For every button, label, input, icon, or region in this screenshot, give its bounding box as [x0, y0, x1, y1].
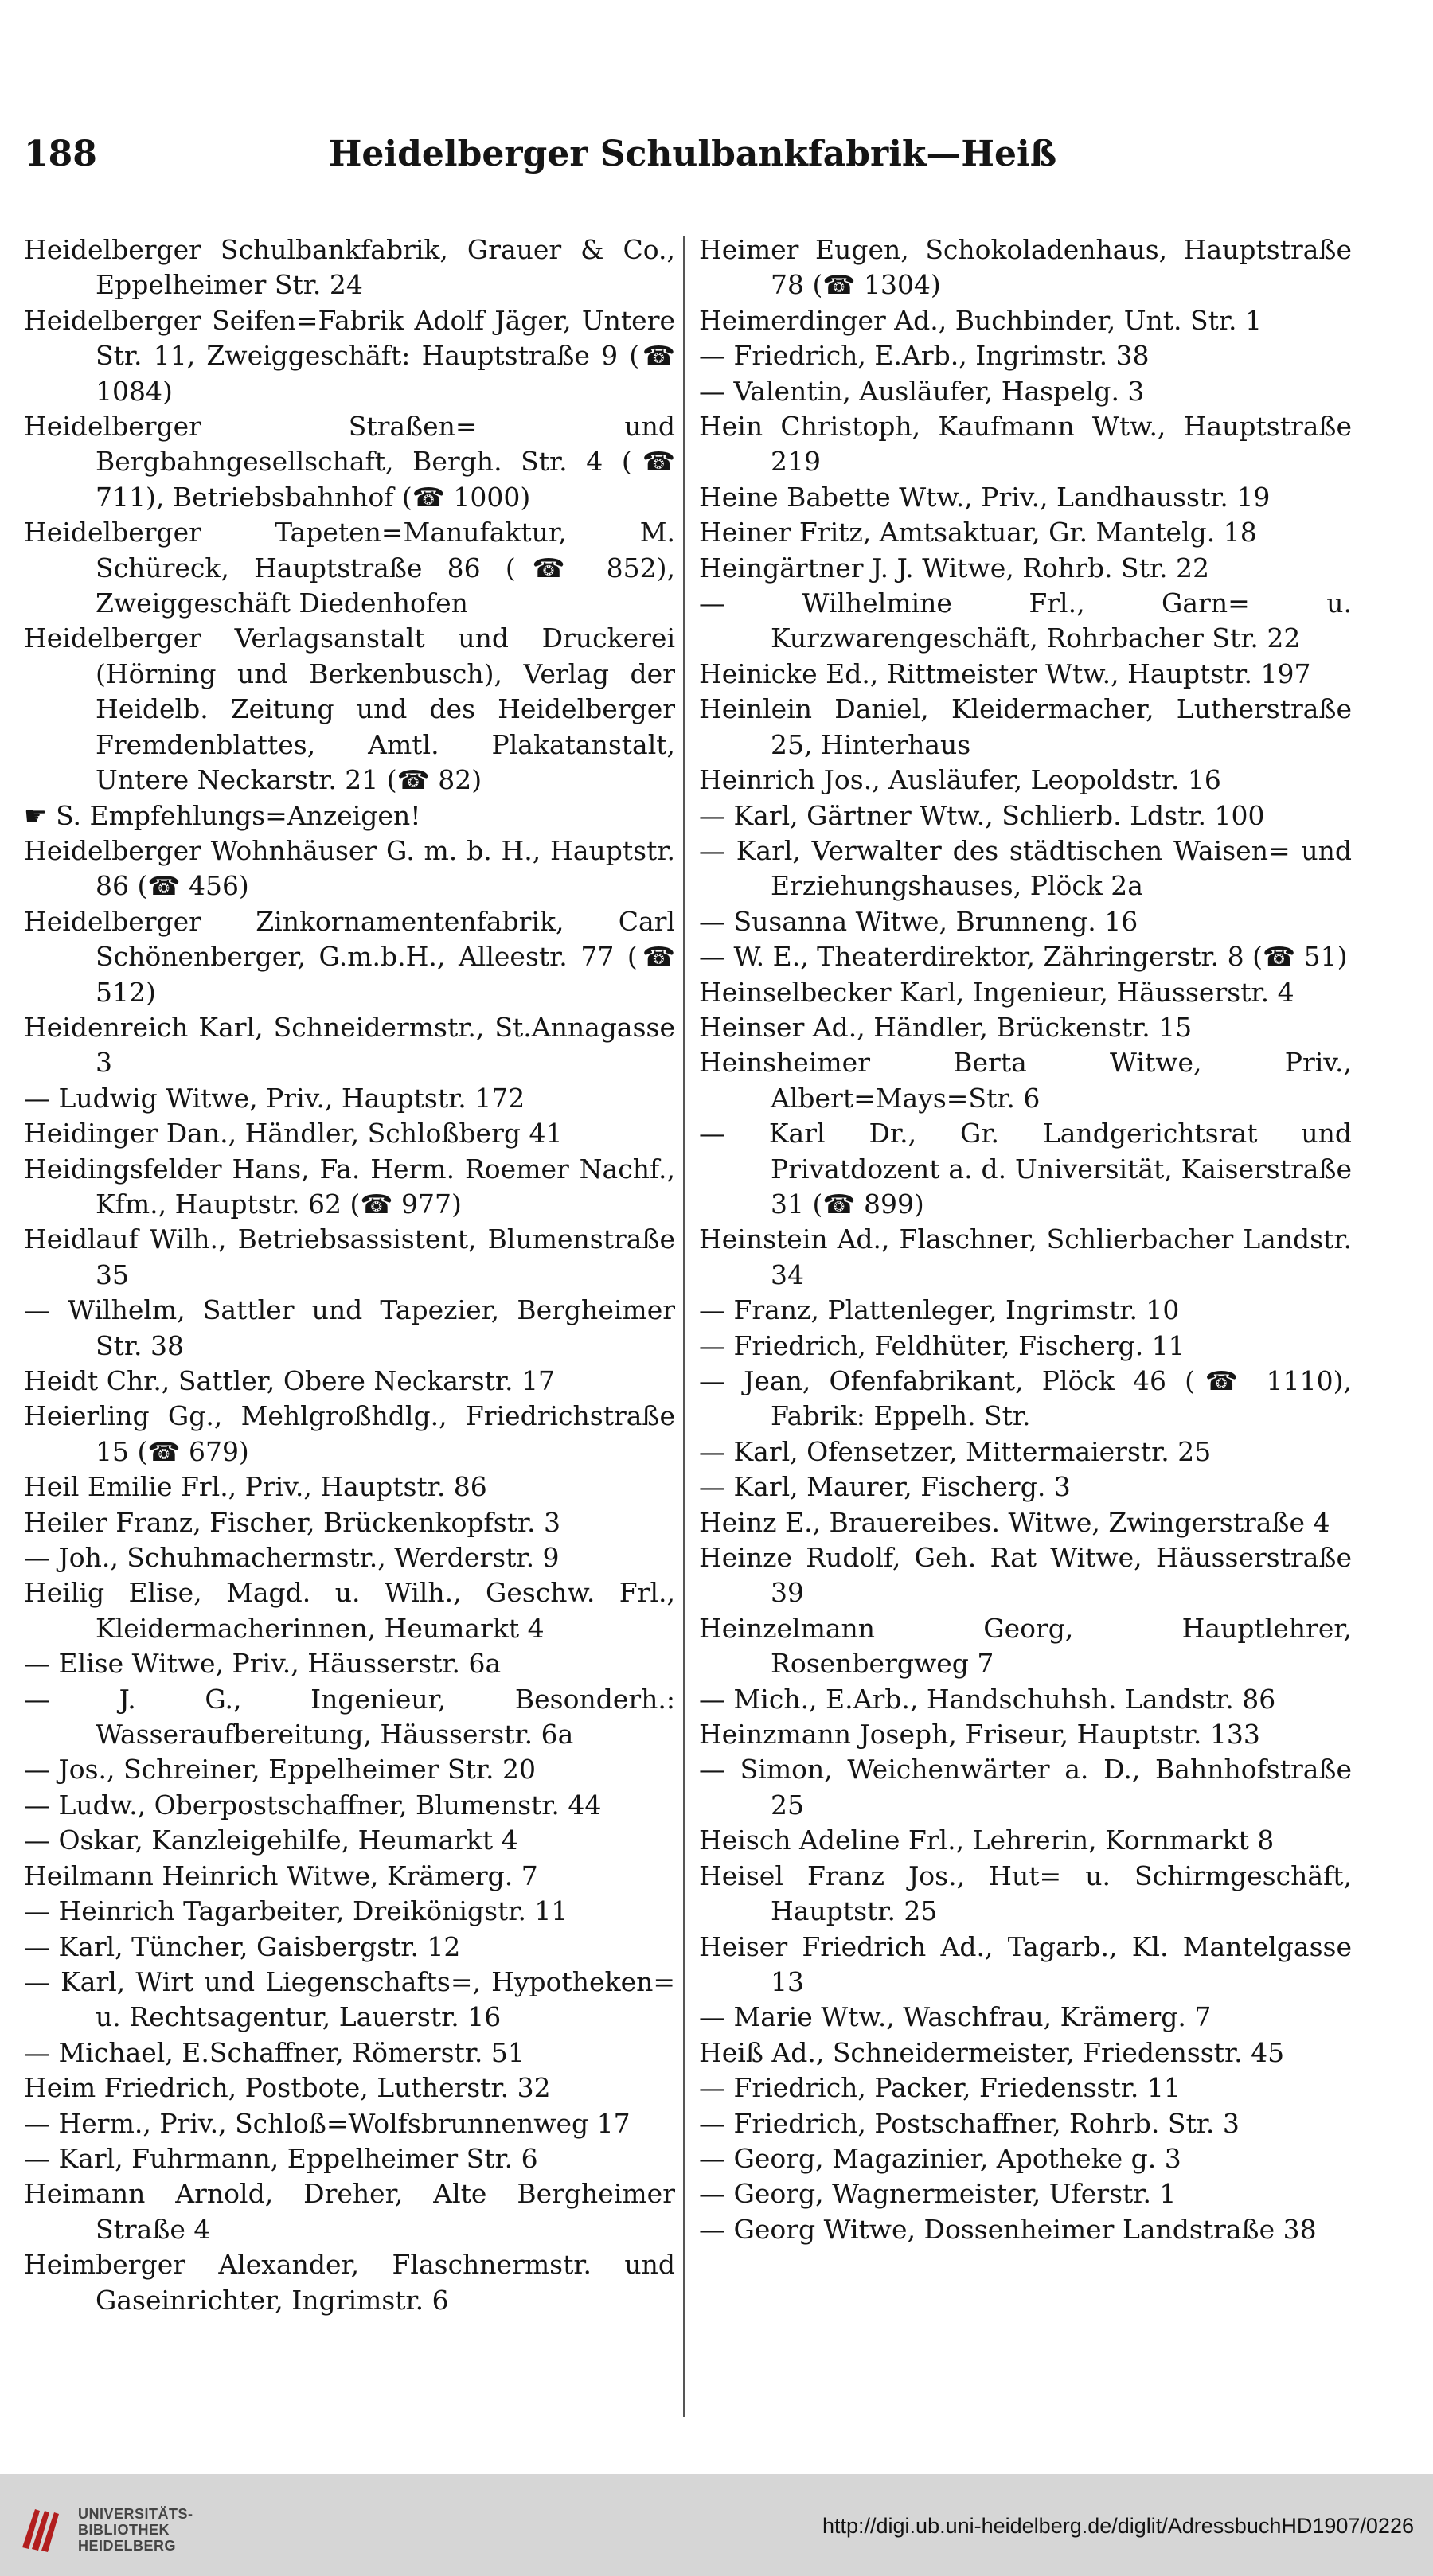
footer-logo-line: UNIVERSITÄTS-	[78, 2506, 193, 2522]
directory-entry: — W. E., Theaterdirektor, Zähringerstr. 8 (☎ 51)	[699, 941, 1348, 973]
directory-entry: — Friedrich, Packer, Friedensstr. 11	[699, 2072, 1181, 2104]
directory-entry: Heiner Fritz, Amtsaktuar, Gr. Mantelg. 18	[699, 517, 1257, 548]
directory-entry: ☛ S. Empfehlungs=Anzeigen!	[24, 799, 421, 831]
directory-entry: Heilmann Heinrich Witwe, Krämerg. 7	[24, 1860, 538, 1891]
directory-entry: Heidt Chr., Sattler, Obere Neckarstr. 17	[24, 1365, 556, 1396]
directory-entry: Hein Christoph, Kaufmann Wtw., Hauptstraße 219	[699, 411, 1352, 478]
directory-entry: Heimerdinger Ad., Buchbinder, Unt. Str. 1	[699, 304, 1262, 336]
directory-entry: — Wilhelm, Sattler und Tapezier, Bergheimer Str. 38	[24, 1294, 675, 1361]
directory-entry: Heinrich Jos., Ausläufer, Leopoldstr. 16	[699, 764, 1221, 796]
directory-entry: Heidenreich Karl, Schneidermstr., St.Annagasse 3	[24, 1011, 675, 1079]
directory-entry: Heimann Arnold, Dreher, Alte Bergheimer Straße 4	[24, 2178, 675, 2245]
left-column	[24, 232, 675, 2318]
footer-url-link[interactable]: http://digi.ub.uni-heidelberg.de/diglit/AdressbuchHD1907/0226	[822, 2514, 1414, 2538]
right-column	[699, 232, 1352, 2247]
directory-entry: — Jean, Ofenfabrikant, Plöck 46 (☎ 1110), Fabrik: Eppelh. Str.	[699, 1365, 1352, 1432]
footer-bar	[0, 2474, 1433, 2576]
directory-entry: — Karl, Gärtner Wtw., Schlierb. Ldstr. 100	[699, 799, 1265, 831]
directory-entry: — Michael, E.Schaffner, Römerstr. 51	[24, 2036, 525, 2068]
directory-entry: Heierling Gg., Mehlgroßhdlg., Friedrichstraße 15 (☎ 679)	[24, 1400, 675, 1467]
directory-entry: Heisch Adeline Frl., Lehrerin, Kornmarkt 8	[699, 1825, 1275, 1856]
directory-entry: Heimer Eugen, Schokoladenhaus, Hauptstraße 78 (☎ 1304)	[699, 234, 1352, 301]
directory-entry: — Friedrich, Feldhüter, Fischerg. 11	[699, 1329, 1185, 1361]
directory-entry: Heidelberger Zinkornamentenfabrik, Carl Schönenberger, G.m.b.H., Alleestr. 77 (☎ 512)	[24, 905, 675, 1008]
directory-entry: — Karl, Ofensetzer, Mittermaierstr. 25	[699, 1435, 1212, 1467]
directory-entry: Heidingsfelder Hans, Fa. Herm. Roemer Nachf., Kfm., Hauptstr. 62 (☎ 977)	[24, 1153, 675, 1220]
directory-entry: Heidlauf Wilh., Betriebsassistent, Blumenstraße 35	[24, 1224, 675, 1290]
directory-entry: — Susanna Witwe, Brunneng. 16	[699, 905, 1138, 937]
directory-entry: Heinlein Daniel, Kleidermacher, Lutherstraße 25, Hinterhaus	[699, 693, 1352, 760]
directory-entry: Heinselbecker Karl, Ingenieur, Häusserstr. 4	[699, 976, 1294, 1008]
directory-entry: Heinzelmann Georg, Hauptlehrer, Rosenbergweg 7	[699, 1612, 1352, 1680]
directory-entry: Heinsheimer Berta Witwe, Priv., Albert=Mays=Str. 6	[699, 1047, 1352, 1114]
directory-entry: Heine Babette Wtw., Priv., Landhausstr. 19	[699, 481, 1271, 513]
footer-logo-line: HEIDELBERG	[78, 2538, 177, 2554]
footer-logo-text	[78, 2506, 193, 2554]
directory-entry: Heidelberger Wohnhäuser G. m. b. H., Hauptstr. 86 (☎ 456)	[24, 834, 675, 902]
directory-entry: — Marie Wtw., Waschfrau, Krämerg. 7	[699, 2001, 1212, 2033]
directory-entry: Heim Friedrich, Postbote, Lutherstr. 32	[24, 2072, 551, 2104]
directory-entry: Heidelberger Seifen=Fabrik Adolf Jäger, Untere Str. 11, Zweiggeschäft: Hauptstraße 9 (☎ 1084)	[24, 304, 675, 407]
directory-entry: — Herm., Priv., Schloß=Wolfsbrunnenweg 17	[24, 2107, 631, 2139]
directory-entry: Heidelberger Straßen= und Bergbahngesellschaft, Bergh. Str. 4 (☎ 711), Betriebsbahnhof (☎ 1000)	[24, 411, 675, 513]
directory-entry: Heingärtner J. J. Witwe, Rohrb. Str. 22	[699, 552, 1210, 584]
directory-entry: Heinstein Ad., Flaschner, Schlierbacher Landstr. 34	[699, 1224, 1352, 1290]
directory-entry: — Karl, Verwalter des städtischen Waisen= und Erziehungshauses, Plöck 2a	[699, 834, 1352, 902]
directory-entry: — Karl, Fuhrmann, Eppelheimer Str. 6	[24, 2142, 538, 2174]
footer-logo-line: BIBLIOTHEK	[78, 2522, 170, 2538]
directory-entry: — Joh., Schuhmachermstr., Werderstr. 9	[24, 1542, 560, 1574]
directory-entry: Heiler Franz, Fischer, Brückenkopfstr. 3	[24, 1506, 561, 1538]
directory-entry: Heinze Rudolf, Geh. Rat Witwe, Häusserstraße 39	[699, 1542, 1352, 1609]
directory-entry: — Georg, Magazinier, Apotheke g. 3	[699, 2142, 1181, 2174]
directory-entry: Heilig Elise, Magd. u. Wilh., Geschw. Frl., Kleidermacherinnen, Heumarkt 4	[24, 1577, 675, 1644]
directory-entry: Heinz E., Brauereibes. Witwe, Zwingerstraße 4	[699, 1506, 1330, 1538]
directory-entry: — Wilhelmine Frl., Garn= u. Kurzwarengeschäft, Rohrbacher Str. 22	[699, 587, 1352, 654]
directory-entry: — Friedrich, Postschaffner, Rohrb. Str. 3	[699, 2107, 1240, 2139]
page-running-title: Heidelberger Schulbankfabrik—Heiß	[328, 134, 1057, 174]
directory-entry: — J. G., Ingenieur, Besonderh.: Wasseraufbereitung, Häusserstr. 6a	[24, 1683, 675, 1751]
directory-entry: Heinicke Ed., Rittmeister Wtw., Hauptstr. 197	[699, 658, 1311, 689]
directory-entry: Heisel Franz Jos., Hut= u. Schirmgeschäft, Hauptstr. 25	[699, 1860, 1352, 1927]
directory-entry: — Georg Witwe, Dossenheimer Landstraße 38	[699, 2213, 1317, 2245]
directory-entry: — Ludwig Witwe, Priv., Hauptstr. 172	[24, 1082, 525, 1114]
university-library-logo-icon	[16, 2503, 67, 2554]
directory-entry: — Simon, Weichenwärter a. D., Bahnhofstraße 25	[699, 1754, 1352, 1821]
column-divider	[683, 236, 685, 2417]
directory-entry: Heimberger Alexander, Flaschnermstr. und Gaseinrichter, Ingrimstr. 6	[24, 2249, 675, 2316]
page-number: 188	[24, 134, 97, 174]
directory-entry: — Jos., Schreiner, Eppelheimer Str. 20	[24, 1754, 536, 1786]
directory-entry: — Friedrich, E.Arb., Ingrimstr. 38	[699, 340, 1150, 372]
directory-entry: — Ludw., Oberpostschaffner, Blumenstr. 44	[24, 1789, 602, 1821]
directory-entry: Heiß Ad., Schneidermeister, Friedensstr. 45	[699, 2036, 1285, 2068]
directory-entry: Heinser Ad., Händler, Brückenstr. 15	[699, 1011, 1193, 1043]
page-header	[24, 134, 1361, 197]
directory-entry: — Mich., E.Arb., Handschuhsh. Landstr. 86	[699, 1683, 1276, 1715]
directory-entry: — Karl, Wirt und Liegenschafts=, Hypotheken= u. Rechtsagentur, Lauerstr. 16	[24, 1965, 675, 2033]
directory-entry: — Heinrich Tagarbeiter, Dreikönigstr. 11	[24, 1895, 568, 1927]
directory-entry: — Karl Dr., Gr. Landgerichtsrat und Privatdozent a. d. Universität, Kaiserstraße 31 (☎ 899)	[699, 1118, 1352, 1220]
directory-entry: — Elise Witwe, Priv., Häusserstr. 6a	[24, 1648, 502, 1680]
directory-entry: Heidelberger Schulbankfabrik, Grauer & Co., Eppelheimer Str. 24	[24, 234, 675, 301]
directory-entry: Heiser Friedrich Ad., Tagarb., Kl. Mantelgasse 13	[699, 1930, 1352, 1997]
directory-entry: — Valentin, Ausläufer, Haspelg. 3	[699, 375, 1145, 407]
directory-entry: — Georg, Wagnermeister, Uferstr. 1	[699, 2178, 1177, 2210]
directory-entry: Heil Emilie Frl., Priv., Hauptstr. 86	[24, 1471, 487, 1503]
directory-entry: Heinzmann Joseph, Friseur, Hauptstr. 133	[699, 1719, 1260, 1751]
directory-entry: — Karl, Maurer, Fischerg. 3	[699, 1471, 1071, 1503]
directory-entry: — Oskar, Kanzleigehilfe, Heumarkt 4	[24, 1825, 518, 1856]
directory-entry: Heidinger Dan., Händler, Schloßberg 41	[24, 1118, 563, 1149]
directory-entry: — Franz, Plattenleger, Ingrimstr. 10	[699, 1294, 1180, 1326]
directory-entry: Heidelberger Tapeten=Manufaktur, M. Schüreck, Hauptstraße 86 (☎ 852), Zweiggeschäft Diedenhofen	[24, 517, 675, 619]
directory-entry: Heidelberger Verlagsanstalt und Druckerei (Hörning und Berkenbusch), Verlag der Heidelb. Zeitung und des Heidelberger Fremdenblattes, Amtl. Plakatanstalt, Untere Neckarstr. 21 (☎ 82)	[24, 623, 675, 796]
directory-entry: — Karl, Tüncher, Gaisbergstr. 12	[24, 1930, 461, 1962]
